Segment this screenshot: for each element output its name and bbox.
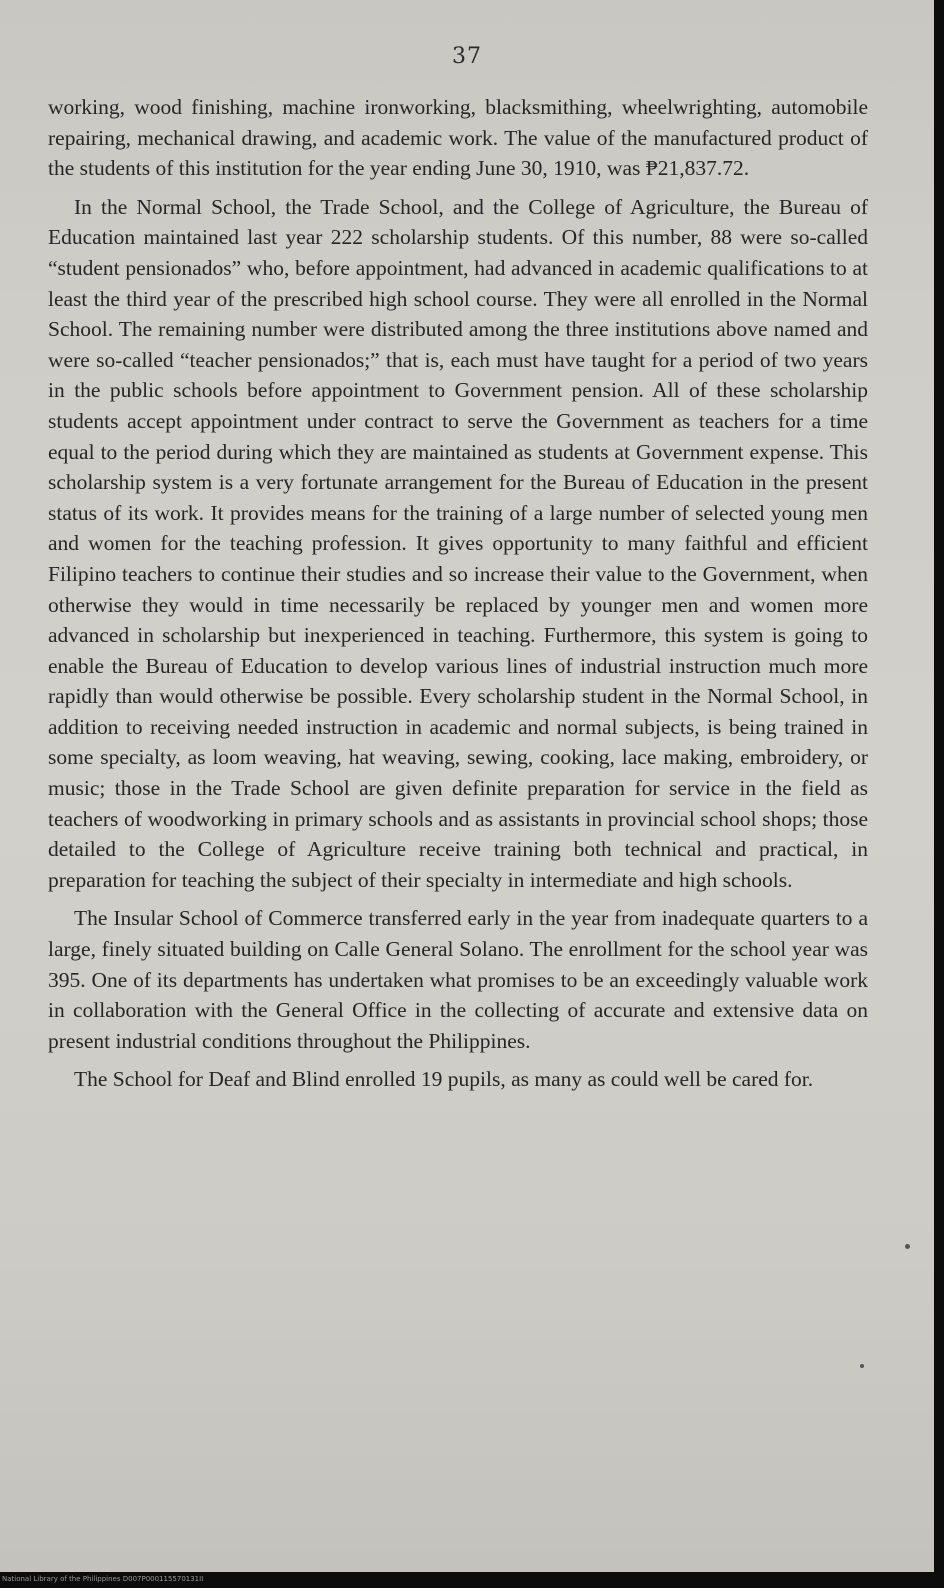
body-text: [48, 92, 868, 1103]
paragraph-1: working, wood finishing, machine ironworking, blacksmithing, wheelwrighting, automobile repairing, mechanical drawing, and academic work. The value of the manufactured product of the students of this institution for the year ending June 30, 1910, was ₱21,837.72.: [48, 95, 868, 181]
scan-footer-bar: [0, 1572, 944, 1588]
scan-footer-text: National Library of the Philippines D007P000115570131II: [2, 1575, 204, 1583]
paragraph-3: The Insular School of Commerce transferred early in the year from inadequate quarters to a large, finely situated building on Calle General Solano. The enrollment for the school year was 395. One of its departments has undertaken what promises to be an exceedingly valuable work in collaboration with the General Office in the collecting of accurate and extensive data on present industrial conditions throughout the Philippines.: [48, 906, 868, 1053]
paragraph-4: The School for Deaf and Blind enrolled 19 pupils, as many as could well be cared for.: [74, 1067, 814, 1092]
paper-speck: [860, 1364, 864, 1368]
page-number: 37: [452, 44, 482, 69]
paper-speck: [905, 1244, 910, 1249]
paragraph-2: In the Normal School, the Trade School, and the College of Agriculture, the Bureau of Education maintained last year 222 scholarship students. Of this number, 88 were so-called “student pensionados” who, before appointment, had advanced in academic qualifications to at least the third year of the prescribed high school course. They were all enrolled in the Normal School. The remaining number were distributed among the three institutions above named and were so-called “teacher pensionados;” that is, each must have taught for a period of two years in the public schools before appointment to Government pension. All of these scholarship students accept appointment under contract to serve the Government as teachers for a time equal to the period during which they are maintained as students at Government expense. This scholarship system is a very fortunate arrangement for the Bureau of Education in the present status of its work. It provides means for the training of a large number of selected young men and women for the teaching profession. It gives opportunity to many faithful and efficient Filipino teachers to continue their studies and so increase their value to the Government, when otherwise they would in time necessarily be replaced by younger men and women more advanced in scholarship but inexperienced in teaching. Furthermore, this system is going to enable the Bureau of Education to develop various lines of industrial instruction much more rapidly than would otherwise be possible. Every scholarship student in the Normal School, in addition to receiving needed instruction in academic and normal subjects, is being trained in some specialty, as loom weaving, hat weaving, sewing, cooking, lace making, embroidery, or music; those in the Trade School are given definite preparation for service in the field as teachers of woodworking in primary schools and as assistants in provincial school shops; those detailed to the College of Agriculture receive training both technical and practical, in preparation for teaching the subject of their specialty in intermediate and high schools.: [48, 194, 868, 892]
